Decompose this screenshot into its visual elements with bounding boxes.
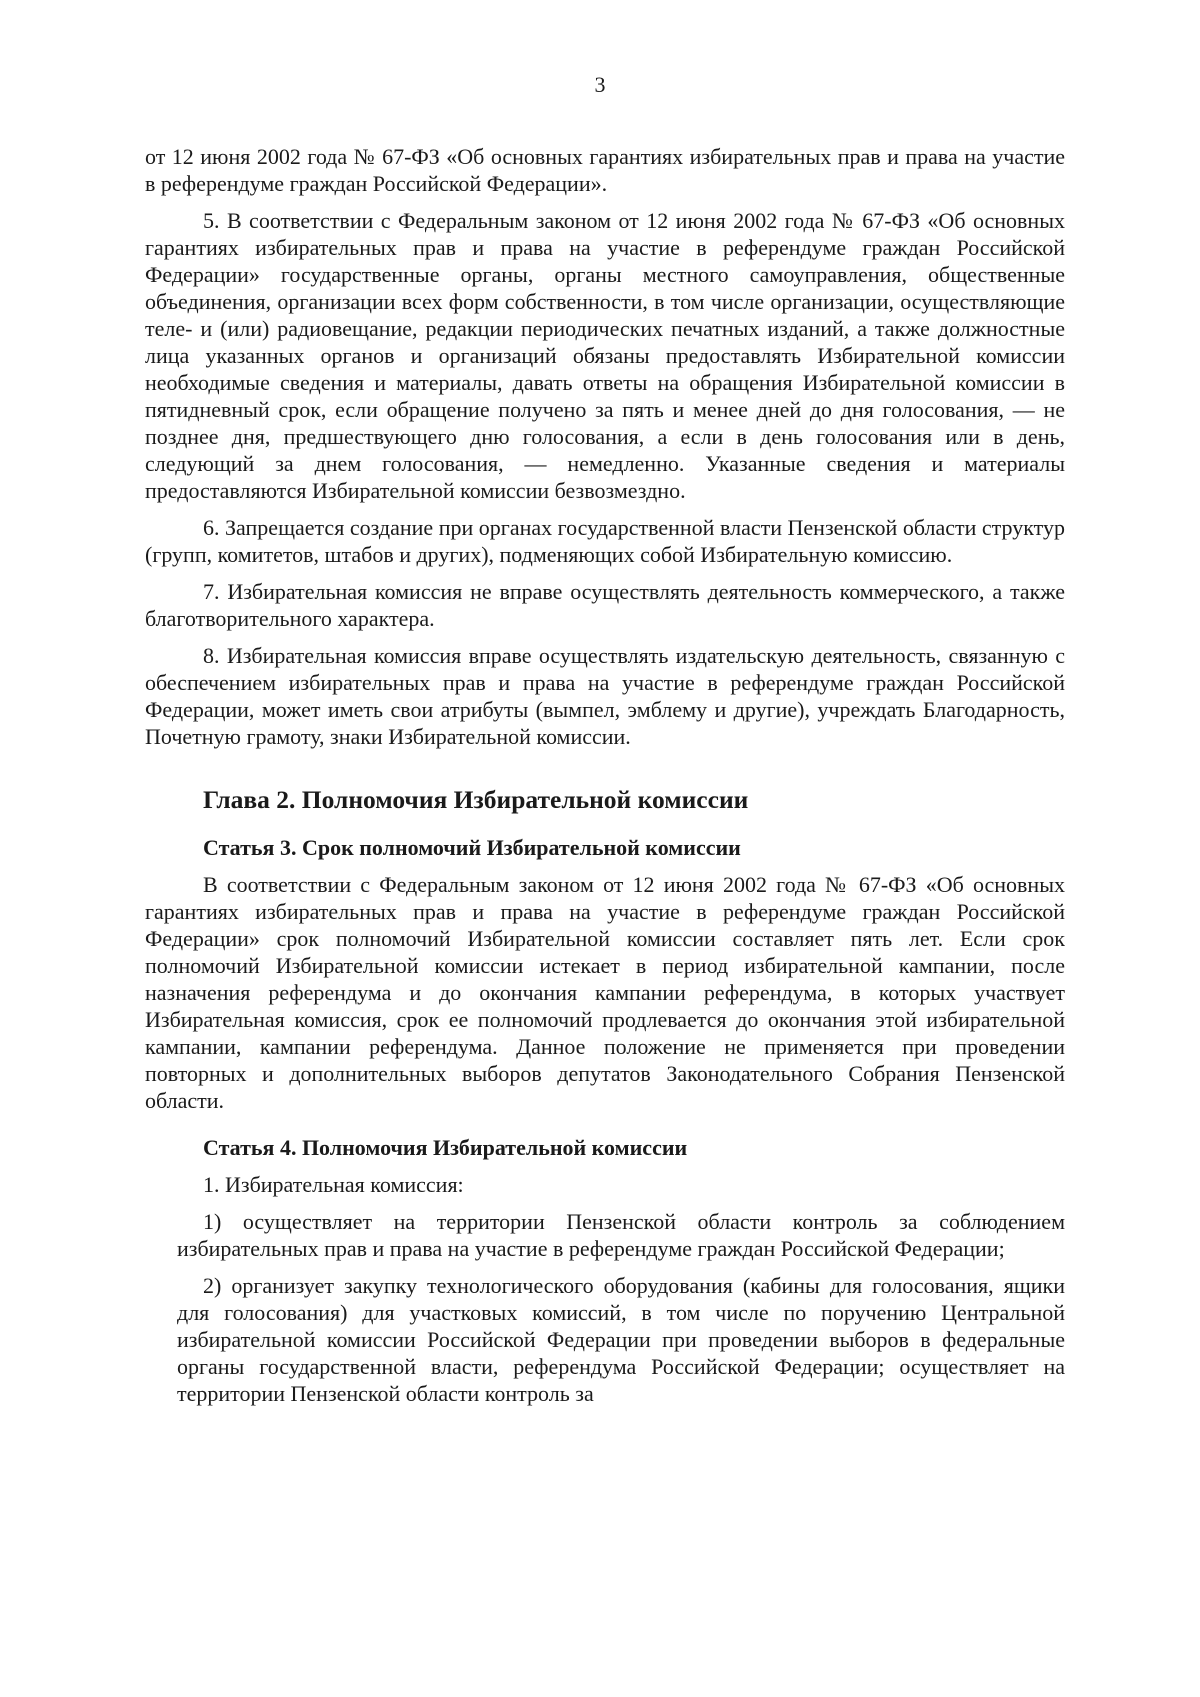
paragraph-5: 5. В соответствии с Федеральным законом от 12 июня 2002 года № 67-ФЗ «Об основных гарантиях избирательных прав и права на участие в референдуме граждан Российской Федерации» государственные органы, органы местного самоуправления, общественные объединения, организации всех форм собственности, в том числе организации, осуществляющие теле- и (или) радиовещание, редакции периодических печатных изданий, а также должностные лица указанных органов и организаций обязаны предоставлять Избирательной комиссии необходимые сведения и материалы, давать ответы на обращения Избирательной комиссии в пятидневный срок, если обращение получено за пять и менее дней до дня голосования, — не позднее дня, предшествующего дню голосования, а если в день голосования или в день, следующий за днем голосования, — немедленно. Указанные сведения и материалы предоставляются Избирательной комиссии безвозмездно. bbox=[145, 208, 1065, 503]
paragraph-6: 6. Запрещается создание при органах государственной власти Пензенской области структур (групп, комитетов, штабов и других), подменяющих собой Избирательную комиссию. bbox=[145, 515, 1065, 567]
paragraph-7: 7. Избирательная комиссия не вправе осуществлять деятельность коммерческого, а также благотворительного характера. bbox=[145, 579, 1065, 631]
paragraph-8: 8. Избирательная комиссия вправе осуществлять издательскую деятельность, связанную с обеспечением избирательных прав и права на участие в референдуме граждан Российской Федерации, может иметь свои атрибуты (вымпел, эмблему и другие), учреждать Благодарность, Почетную грамоту, знаки Избирательной комиссии. bbox=[145, 643, 1065, 749]
article-3-text: В соответствии с Федеральным законом от 12 июня 2002 года № 67-ФЗ «Об основных гарантиях избирательных прав и права на участие в референдуме граждан Российской Федерации» срок полномочий Избирательной комиссии составляет пять лет. Если срок полномочий Избирательной комиссии истекает в период избирательной кампании, после назначения референдума и до окончания кампании референдума, в которых участвует Избирательная комиссия, срок ее полномочий продлевается до окончания этой избирательной кампании, кампании референдума. Данное положение не применяется при проведении повторных и дополнительных выборов депутатов Законодательного Собрания Пензенской области. bbox=[145, 872, 1065, 1113]
chapter-heading: Глава 2. Полномочия Избирательной комиссии bbox=[203, 785, 749, 814]
article-3-heading: Статья 3. Срок полномочий Избирательной комиссии bbox=[203, 835, 741, 860]
article-4-heading: Статья 4. Полномочия Избирательной комиссии bbox=[203, 1135, 688, 1160]
document-body bbox=[145, 143, 1065, 1407]
paragraph-continuation: от 12 июня 2002 года № 67-ФЗ «Об основных гарантиях избирательных прав и права на участие в референдуме граждан Российской Федерации». bbox=[145, 144, 1065, 196]
page-number: 3 bbox=[594, 72, 606, 97]
article-4-intro: 1. Избирательная комиссия: bbox=[203, 1172, 464, 1197]
article-4-item-2: 2) организует закупку технологического оборудования (кабины для голосования, ящики для голосования) для участковых комиссий, в том числе по поручению Центральной избирательной комиссии Российской Федерации при проведении выборов в федеральные органы государственной власти, референдума Российской Федерации; осуществляет на территории Пензенской области контроль за bbox=[177, 1273, 1065, 1406]
article-4-item-1: 1) осуществляет на территории Пензенской области контроль за соблюдением избирательных прав и права на участие в референдуме граждан Российской Федерации; bbox=[177, 1209, 1065, 1261]
